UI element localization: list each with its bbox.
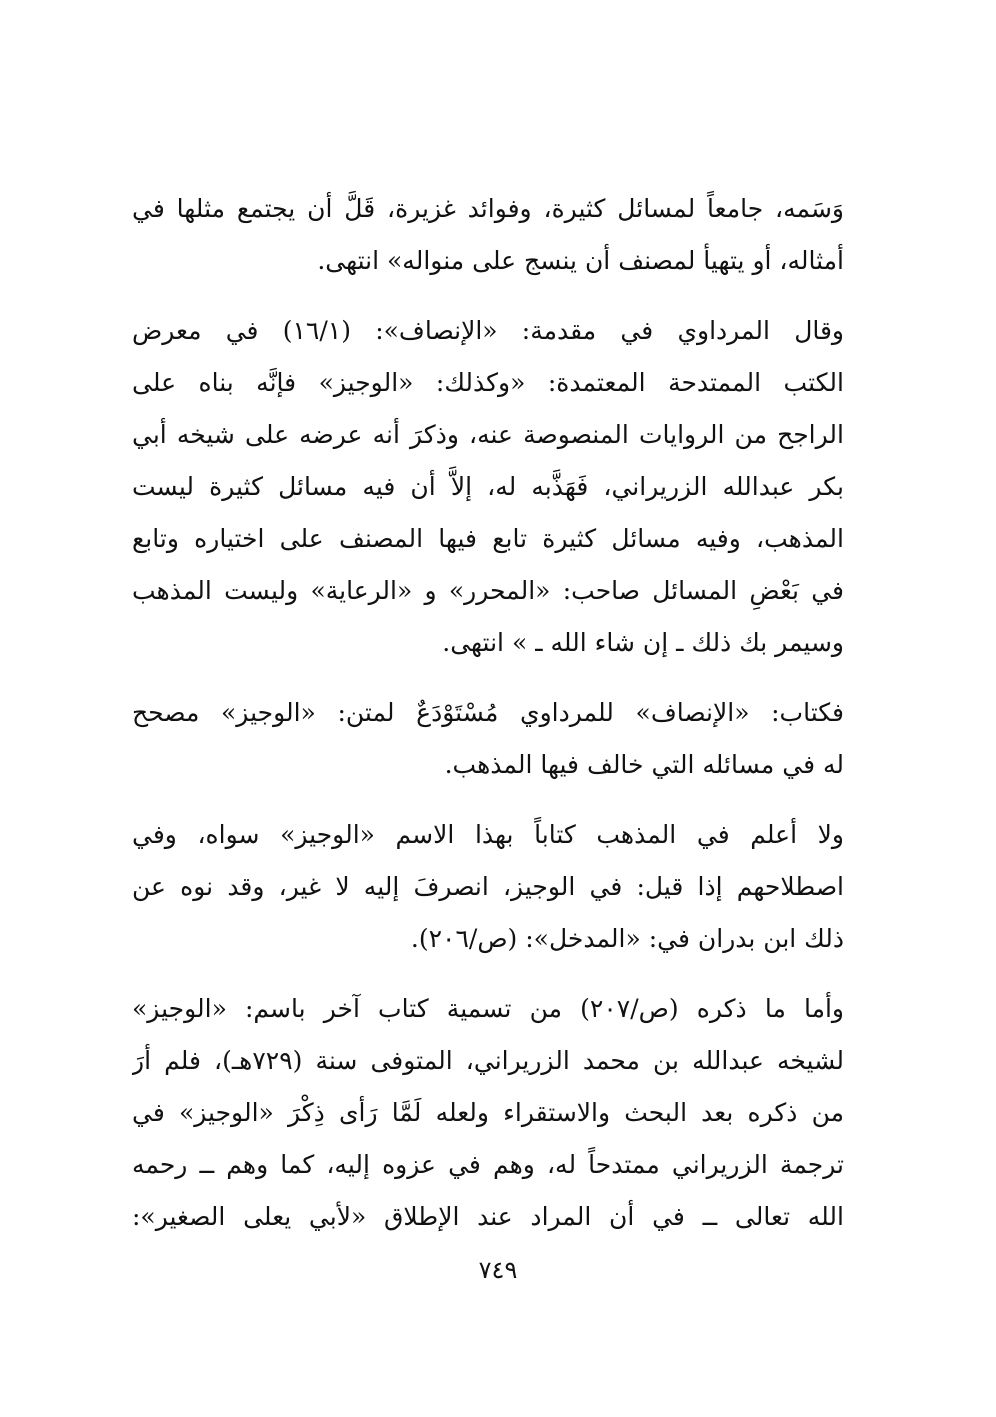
text-line: الله تعالى ــ في أن المراد عند الإطلاق «لأبي يعلى الصغير»: [132,1202,844,1231]
paragraph-5 [132,983,844,1243]
text-line: وأما ما ذكره (ص/٢٠٧) من تسمية كتاب آخر باسم: «الوجيز» [132,994,844,1023]
text-line: فكتاب: «الإنصاف» للمرداوي مُسْتَوْدَعٌ لمتن: «الوجيز» مصحح [132,698,844,727]
text-line: في بَعْضِ المسائل صاحب: «المحرر» و «الرعاية» وليست المذهب [132,576,844,605]
text-line: من ذكره بعد البحث والاستقراء ولعله لَمَّا رَأى ذِكْرَ «الوجيز» في [132,1098,844,1127]
text-line: ذلك ابن بدران في: «المدخل»: (ص/٢٠٦). [410,924,844,953]
page-number: ٧٤٩ [478,1256,518,1284]
text-line: بكر عبدالله الزريراني، فَهَذَّبه له، إلاَّ أن فيه مسائل كثيرة ليست [132,472,844,501]
text-line: وَسَمه، جامعاً لمسائل كثيرة، وفوائد غزيرة، قَلَّ أن يجتمع مثلها في [132,194,844,223]
text-line: له في مسائله التي خالف فيها المذهب. [444,750,844,779]
paragraph-4 [132,809,844,965]
text-line: وقال المرداوي في مقدمة: «الإنصاف»: (١٦/١) في معرض [132,316,844,345]
text-line: ولا أعلم في المذهب كتاباً بهذا الاسم «الوجيز» سواه، وفي [132,820,844,849]
body-text [132,183,844,1243]
text-line: المذهب، وفيه مسائل كثيرة تابع فيها المصنف على اختياره وتابع [132,524,844,553]
text-line: الكتب الممتدحة المعتمدة: «وكذلك: «الوجيز» فإنَّه بناه على [132,368,844,397]
paragraph-gap [132,791,844,809]
text-line: ترجمة الزريراني ممتدحاً له، وهم في عزوه إليه، كما وهم ــ رحمه [132,1150,844,1179]
text-line: وسيمر بك ذلك ـ إن شاء الله ـ » انتهى. [442,628,844,657]
text-line: اصطلاحهم إذا قيل: في الوجيز، انصرفَ إليه لا غير، وقد نوه عن [132,872,844,901]
text-line: لشيخه عبدالله بن محمد الزريراني، المتوفى سنة (٧٢٩هـ)، فلم أرَ [132,1046,844,1075]
paragraph-1 [132,183,844,287]
paragraph-gap [132,965,844,983]
paragraph-gap [132,669,844,687]
text-line: أمثاله، أو يتهيأ لمصنف أن ينسج على منواله» انتهى. [317,246,844,275]
text-line: الراجح من الروايات المنصوصة عنه، وذكرَ أنه عرضه على شيخه أبي [132,420,844,449]
paragraph-3 [132,687,844,791]
paragraph-2 [132,305,844,669]
paragraph-gap [132,287,844,305]
